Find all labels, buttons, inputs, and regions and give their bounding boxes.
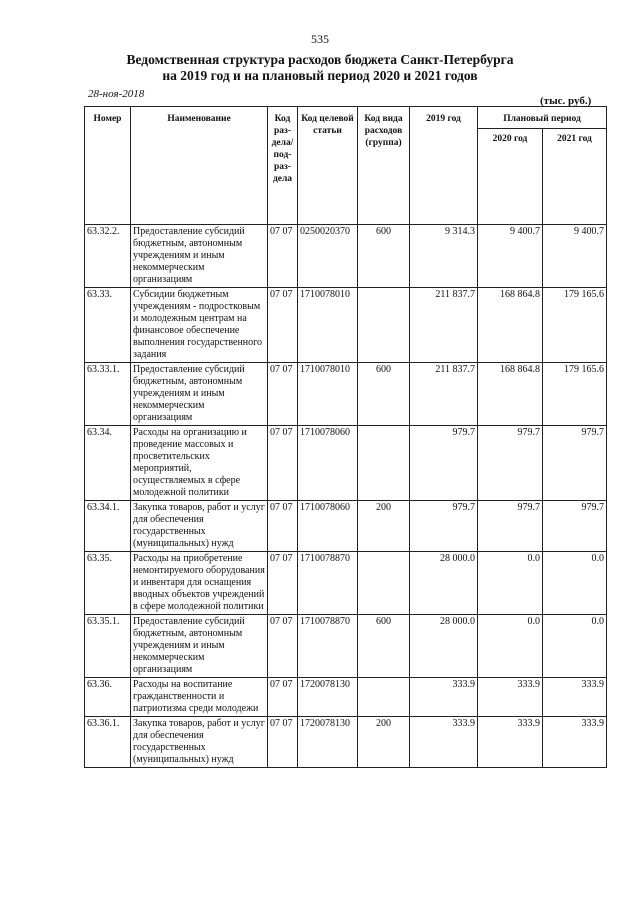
row-number: 63.33. bbox=[85, 288, 131, 363]
row-expense-type bbox=[358, 288, 410, 363]
title-line-2: на 2019 год и на плановый период 2020 и 2021 годов bbox=[162, 68, 478, 83]
row-name: Предоставление субсидий бюджетным, автономным учреждениям и иным некоммерческим организациям bbox=[131, 225, 268, 288]
row-number: 63.35. bbox=[85, 552, 131, 615]
title-line-1: Ведомственная структура расходов бюджета Санкт-Петербурга bbox=[126, 52, 514, 67]
row-amount-2020: 0.0 bbox=[478, 615, 543, 678]
row-amount-2021: 333.9 bbox=[543, 678, 607, 717]
row-amount-2019: 28 000.0 bbox=[410, 615, 478, 678]
row-amount-2021: 0.0 bbox=[543, 615, 607, 678]
row-expense-type bbox=[358, 426, 410, 501]
row-expense-type: 200 bbox=[358, 501, 410, 552]
row-section-code: 07 07 bbox=[268, 225, 298, 288]
header-name: Наименование bbox=[131, 107, 268, 225]
row-target-code: 1710078060 bbox=[298, 426, 358, 501]
row-amount-2020: 168 864.8 bbox=[478, 363, 543, 426]
row-name: Субсидии бюджетным учреждениям - подростковым и молодежным центрам на финансовое обеспечение выполнения государственного задания bbox=[131, 288, 268, 363]
row-expense-type bbox=[358, 678, 410, 717]
row-expense-type: 200 bbox=[358, 717, 410, 768]
row-section-code: 07 07 bbox=[268, 717, 298, 768]
document-title bbox=[0, 52, 640, 84]
header-number: Номер bbox=[85, 107, 131, 225]
table-row bbox=[85, 717, 607, 768]
row-amount-2019: 9 314.3 bbox=[410, 225, 478, 288]
row-amount-2019: 333.9 bbox=[410, 678, 478, 717]
row-amount-2019: 28 000.0 bbox=[410, 552, 478, 615]
header-2021: 2021 год bbox=[543, 129, 607, 225]
header-section: Код раз- дела/ под- раз- дела bbox=[268, 107, 298, 225]
row-section-code: 07 07 bbox=[268, 501, 298, 552]
row-amount-2021: 179 165.6 bbox=[543, 363, 607, 426]
row-amount-2019: 979.7 bbox=[410, 501, 478, 552]
row-target-code: 1710078010 bbox=[298, 288, 358, 363]
row-name: Предоставление субсидий бюджетным, автономным учреждениям и иным некоммерческим организациям bbox=[131, 615, 268, 678]
table-row bbox=[85, 678, 607, 717]
row-expense-type bbox=[358, 552, 410, 615]
row-amount-2021: 179 165.6 bbox=[543, 288, 607, 363]
row-section-code: 07 07 bbox=[268, 552, 298, 615]
row-amount-2019: 979.7 bbox=[410, 426, 478, 501]
row-amount-2020: 9 400.7 bbox=[478, 225, 543, 288]
row-amount-2021: 0.0 bbox=[543, 552, 607, 615]
header-planned-period: Плановый период bbox=[478, 107, 607, 129]
row-number: 63.36.1. bbox=[85, 717, 131, 768]
page-number: 535 bbox=[311, 32, 329, 46]
header-expense-type: Код вида расходов (группа) bbox=[358, 107, 410, 225]
row-amount-2021: 9 400.7 bbox=[543, 225, 607, 288]
row-number: 63.34. bbox=[85, 426, 131, 501]
table-row bbox=[85, 615, 607, 678]
row-amount-2020: 168 864.8 bbox=[478, 288, 543, 363]
row-name: Расходы на приобретение немонтируемого оборудования и инвентаря для оснащения вводных объектов учреждений в сфере молодежной политики bbox=[131, 552, 268, 615]
row-amount-2021: 333.9 bbox=[543, 717, 607, 768]
row-amount-2019: 211 837.7 bbox=[410, 363, 478, 426]
table-row bbox=[85, 426, 607, 501]
row-amount-2020: 333.9 bbox=[478, 678, 543, 717]
row-target-code: 1710078870 bbox=[298, 615, 358, 678]
row-name: Закупка товаров, работ и услуг для обеспечения государственных (муниципальных) нужд bbox=[131, 501, 268, 552]
row-number: 63.32.2. bbox=[85, 225, 131, 288]
row-amount-2020: 0.0 bbox=[478, 552, 543, 615]
row-section-code: 07 07 bbox=[268, 615, 298, 678]
row-target-code: 1710078010 bbox=[298, 363, 358, 426]
row-number: 63.33.1. bbox=[85, 363, 131, 426]
row-number: 63.34.1. bbox=[85, 501, 131, 552]
row-section-code: 07 07 bbox=[268, 678, 298, 717]
row-section-code: 07 07 bbox=[268, 288, 298, 363]
budget-table bbox=[84, 106, 607, 768]
header-2020: 2020 год bbox=[478, 129, 543, 225]
row-amount-2019: 333.9 bbox=[410, 717, 478, 768]
header-2019: 2019 год bbox=[410, 107, 478, 225]
row-amount-2020: 979.7 bbox=[478, 426, 543, 501]
table-row bbox=[85, 288, 607, 363]
row-number: 63.35.1. bbox=[85, 615, 131, 678]
row-name: Предоставление субсидий бюджетным, автономным учреждениям и иным некоммерческим организациям bbox=[131, 363, 268, 426]
row-name: Расходы на организацию и проведение массовых и просветительских мероприятий, осуществляемых в сфере молодежной политики bbox=[131, 426, 268, 501]
row-number: 63.36. bbox=[85, 678, 131, 717]
row-expense-type: 600 bbox=[358, 363, 410, 426]
table-row bbox=[85, 363, 607, 426]
row-section-code: 07 07 bbox=[268, 426, 298, 501]
row-target-code: 1720078130 bbox=[298, 717, 358, 768]
row-amount-2020: 979.7 bbox=[478, 501, 543, 552]
row-target-code: 0250020370 bbox=[298, 225, 358, 288]
row-name: Расходы на воспитание гражданственности и патриотизма среди молодежи bbox=[131, 678, 268, 717]
row-amount-2021: 979.7 bbox=[543, 501, 607, 552]
units-label: (тыс. руб.) bbox=[540, 95, 592, 107]
table-row bbox=[85, 552, 607, 615]
row-name: Закупка товаров, работ и услуг для обеспечения государственных (муниципальных) нужд bbox=[131, 717, 268, 768]
row-amount-2021: 979.7 bbox=[543, 426, 607, 501]
document-date: 28-ноя-2018 bbox=[88, 88, 145, 100]
row-target-code: 1720078130 bbox=[298, 678, 358, 717]
row-amount-2019: 211 837.7 bbox=[410, 288, 478, 363]
table-row bbox=[85, 501, 607, 552]
row-target-code: 1710078060 bbox=[298, 501, 358, 552]
row-amount-2020: 333.9 bbox=[478, 717, 543, 768]
row-target-code: 1710078870 bbox=[298, 552, 358, 615]
row-expense-type: 600 bbox=[358, 225, 410, 288]
row-section-code: 07 07 bbox=[268, 363, 298, 426]
table-row bbox=[85, 225, 607, 288]
header-target: Код целевой статьи bbox=[298, 107, 358, 225]
row-expense-type: 600 bbox=[358, 615, 410, 678]
